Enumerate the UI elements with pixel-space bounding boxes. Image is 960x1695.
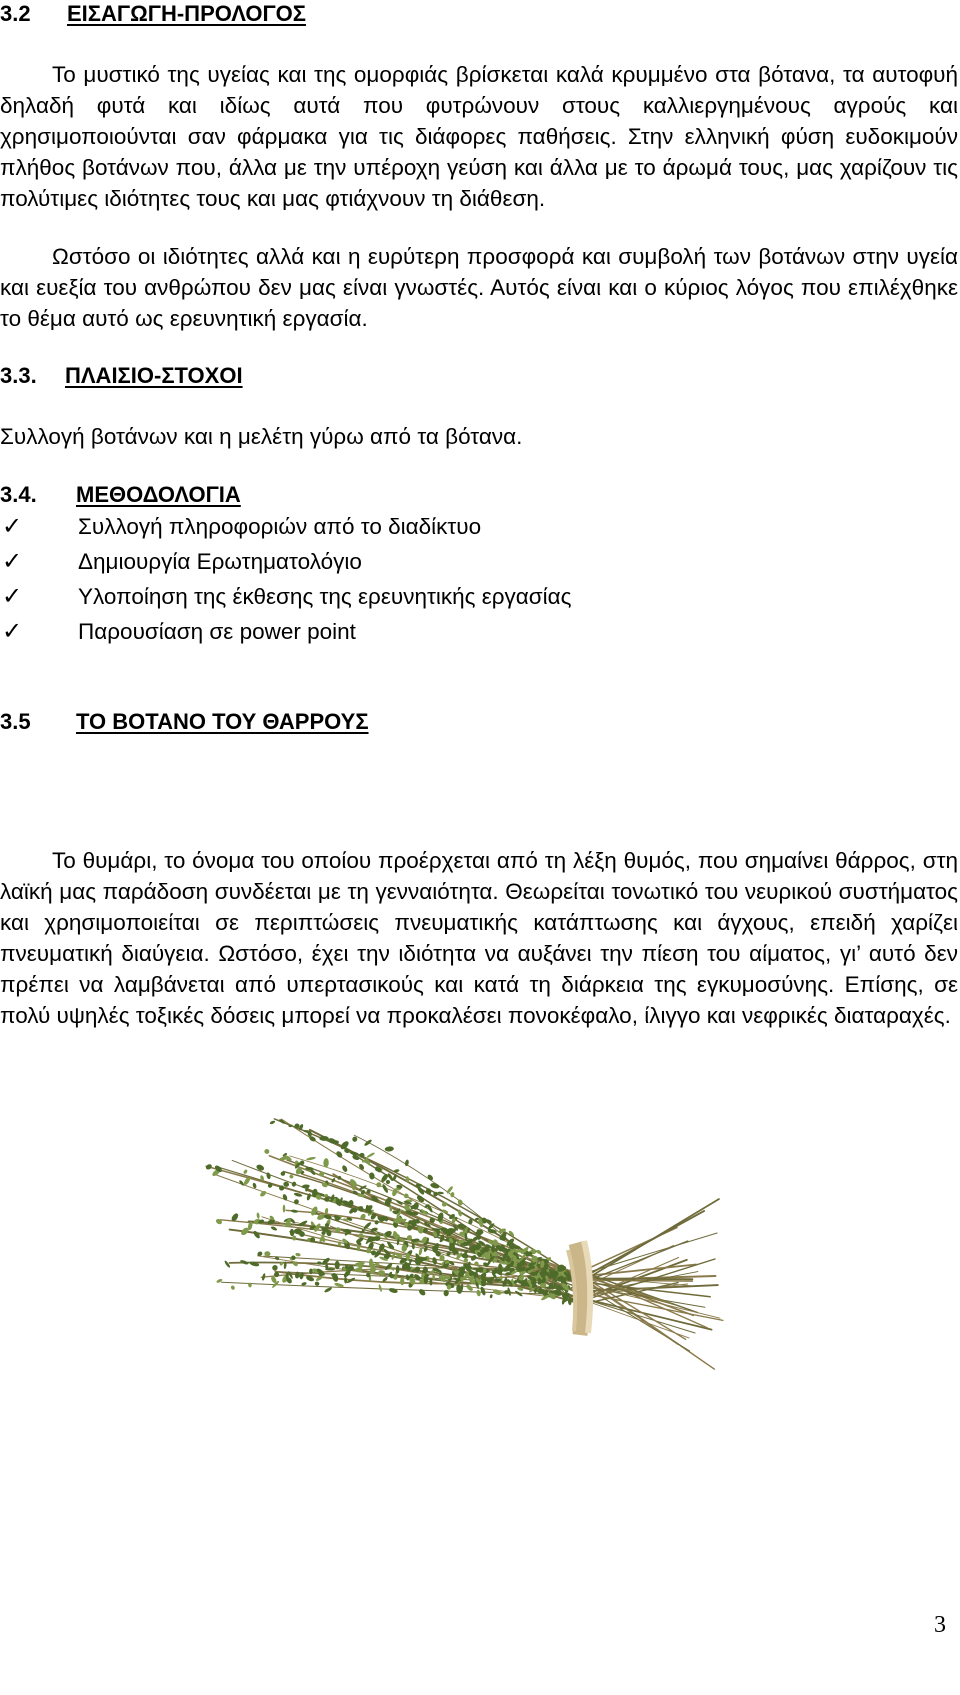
list-item: ✓ Δημιουργία Ερωτηματολόγιο [0, 544, 600, 579]
section-title: ΕΙΣΑΓΩΓΗ-ΠΡΟΛΟΓΟΣ [67, 1, 306, 26]
page-number: 3 [934, 1612, 946, 1638]
thyme-leaf [295, 1252, 301, 1256]
thyme-leaf [476, 1289, 481, 1296]
section-heading-framework [0, 362, 243, 390]
thyme-leaf [384, 1146, 394, 1152]
thyme-leaf [358, 1163, 365, 1171]
checkmark-icon: ✓ [2, 512, 23, 540]
thyme-leaf [224, 1260, 231, 1268]
section-title: ΠΛΑΙΣΙΟ-ΣΤΟΧΟΙ [65, 363, 243, 388]
thyme-leaf [291, 1181, 297, 1187]
section-number: 3.5 [0, 709, 31, 734]
framework-text: Συλλογή βοτάνων και η μελέτη γύρω από τα βότανα. [0, 424, 523, 449]
thyme-leaf [366, 1152, 375, 1159]
thyme-leaf [290, 1229, 295, 1237]
thyme-leaf [378, 1284, 383, 1292]
thyme-leaf [306, 1156, 316, 1161]
thyme-leaf [264, 1148, 270, 1154]
checkmark-icon: ✓ [2, 582, 23, 610]
thyme-leaf [314, 1281, 320, 1287]
thyme-leaf [396, 1265, 400, 1273]
thyme-leaf [489, 1294, 493, 1299]
list-item: ✓ Υλοποίηση της έκθεσης της ερευνητικής εργασίας [0, 579, 600, 614]
checkmark-icon: ✓ [2, 617, 23, 645]
thyme-leaf [215, 1218, 223, 1225]
section-heading-methodology [0, 481, 241, 509]
thyme-leaf [230, 1285, 235, 1290]
section-title: ΤΟ ΒΟΤΑΝΟ ΤΟΥ ΘΑΡΡΟΥΣ [76, 709, 369, 734]
thyme-leaf [269, 1120, 275, 1125]
checkmark-icon: ✓ [2, 547, 23, 575]
section-heading-thyme [0, 708, 369, 736]
thyme-paragraph: Το θυμάρι, το όνομα του οποίου προέρχεται από τη λέξη θυμός, που σημαίνει θάρρος, στη λαϊκή μας παράδοση συνδέεται με τη γενναιότητα. Θεωρείται τονωτικό του νευρικού συστήματος και χρησιμοποιείται σε περιπτώσεις πνευματικής κατάπτωσης και άγχους, επειδή χαρίζει πνευματική διαύγεια. Ωστόσο, έχει την ιδιότητα να αυξάνει την πίεση του αίματος, γι’ αυτό δεν πρέπει να λαμβάνεται από υπερτασικούς και κατά τη διάρκεια της εγκυμοσύνης. Επίσης, σε πολύ υψηλές τοξικές δόσεις μπορεί να προκαλέσει πονοκέφαλο, ίλιγγο και νεφρικές διαταραχές. [0, 848, 958, 1028]
section-number: 3.2 [0, 1, 31, 26]
thyme-leaf [369, 1172, 375, 1180]
section-title: ΜΕΘΟΔΟΛΟΓΙΑ [76, 482, 241, 507]
thyme-leaf [205, 1163, 213, 1170]
section-heading-intro [0, 0, 306, 28]
thyme-bundle-image [188, 1095, 728, 1695]
thyme-leaf [388, 1287, 398, 1294]
methodology-list [0, 509, 600, 649]
section-number: 3.3. [0, 363, 37, 388]
thyme-leaf [492, 1288, 502, 1296]
section-number: 3.4. [0, 482, 37, 507]
thyme-leaf [324, 1286, 333, 1293]
thyme-leaf [386, 1180, 390, 1184]
thyme-leaf [271, 1264, 278, 1271]
thyme-leaf [302, 1184, 310, 1189]
thyme-leaf [289, 1174, 294, 1179]
thyme-leaf [352, 1136, 358, 1142]
thyme-leaf [256, 1212, 260, 1219]
thyme-leaf [252, 1230, 261, 1240]
intro-paragraph-1: Το μυστικό της υγείας και της ομορφιάς βρίσκεται καλά κρυμμένο στα βότανα, τα αυτοφυή δηλαδή φυτά και ιδίως αυτά που φυτρώνουν στους καλλιεργημένους αγρούς και χρησιμοποιούνται σαν φάρμακα για τις διάφορες παθήσεις. Στην ελληνική φύση ευδοκιμούν πλήθος βοτάνων που, άλλα με την υπέροχη γεύση και άλλα με το άρωμά τους, μας χαρίζουν τις πολύτιμες ιδιότητες τους και μας φτιάχνουν τη διάθεση. [0, 62, 958, 211]
thyme-leaf [283, 1205, 286, 1213]
thyme-leaf [364, 1139, 373, 1147]
thyme-leaf [341, 1165, 348, 1173]
thyme-leaf [270, 1226, 277, 1232]
thyme-leaf [291, 1209, 298, 1213]
thyme-leaf [418, 1288, 427, 1297]
list-item: ✓ Παρουσίαση σε power point [0, 614, 600, 649]
list-item: ✓ Συλλογή πληροφοριών από το διαδίκτυο [0, 509, 600, 544]
thyme-leaf [430, 1182, 440, 1189]
thyme-leaf [292, 1235, 296, 1240]
thyme-leaf [357, 1194, 366, 1197]
thyme-leaf [255, 1163, 265, 1171]
thyme-leaf [480, 1286, 487, 1296]
thyme-leaf [243, 1169, 248, 1175]
thyme-leaf [376, 1182, 381, 1187]
intro-paragraph-2: Ωστόσο οι ιδιότητες αλλά και η ευρύτερη προσφορά και συμβολή των βοτάνων στην υγεία και ευεξία του ανθρώπου δεν μας είναι γνωστές. Αυτός είναι και ο κύριος λόγος που επιλέχθηκε το θέμα αυτό ως ερευνητική εργασία. [0, 244, 958, 331]
